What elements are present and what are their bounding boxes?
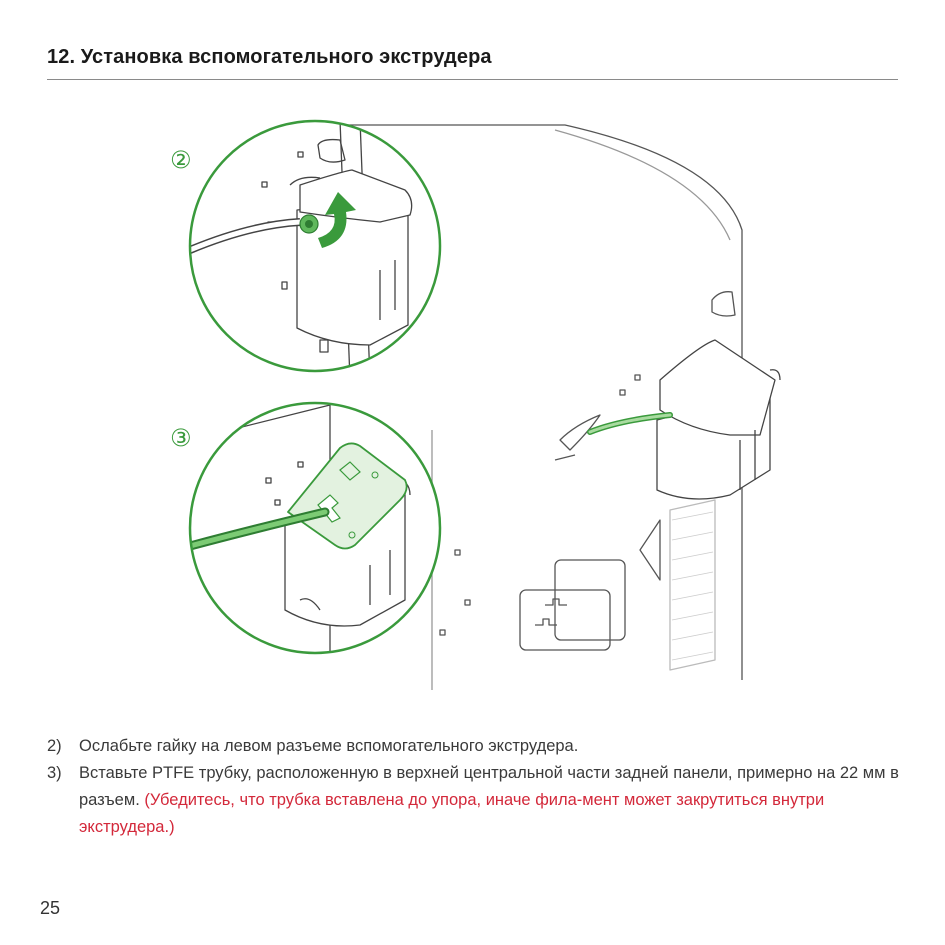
step-text: Ослабьте гайку на левом разъеме вспомогательного экструдера. (79, 737, 579, 755)
vent-hatch (672, 512, 713, 660)
step-number: 2) (47, 737, 62, 755)
detail-circle-loosen-nut (190, 120, 440, 380)
detail-circle-insert-tube (190, 403, 440, 660)
instruction-list (47, 733, 907, 841)
section-title: 12. Установка вспомогательного экструдера (47, 46, 492, 68)
warning-note: (Убедитесь, что трубка вставлена до упора, иначе фила-мент может закрутиться внутри экструдера.) (79, 791, 825, 836)
list-item (47, 733, 907, 760)
nut-connector (300, 215, 318, 233)
step-number: 3) (47, 764, 62, 782)
auxiliary-extruder (657, 340, 780, 499)
list-item (47, 760, 907, 841)
callout-step-2: ② (170, 146, 192, 174)
step-text-wrapper (79, 760, 907, 841)
callout-step-3: ③ (170, 424, 192, 452)
page-number: 25 (40, 898, 61, 918)
step-text: Вставьте PTFE трубку, расположенную в верхней центральной части задней панели, примерно на 22 мм в разъем. (79, 764, 899, 809)
